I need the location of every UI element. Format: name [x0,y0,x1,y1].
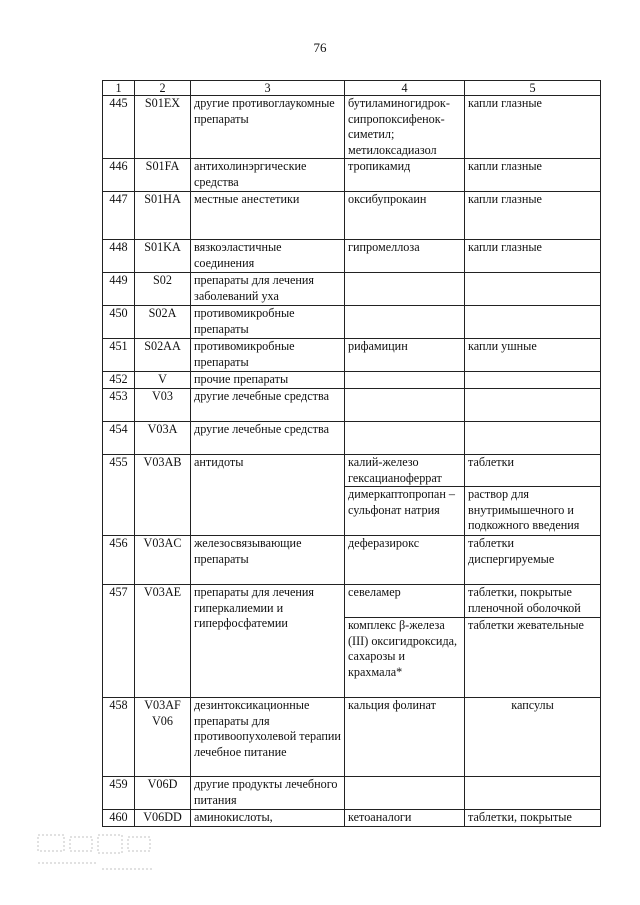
dosage-form: капли глазные [465,159,601,192]
dosage-form [465,389,601,422]
table-header-row [103,81,601,96]
dosage-form: таблетки диспергируемые [465,536,601,585]
drug-name: оксибупрокаин [345,192,465,240]
dosage-form: капли глазные [465,192,601,240]
dosage-form [465,422,601,455]
group-name: другие лечебные средства [191,422,345,455]
group-name: железосвязывающие препараты [191,536,345,585]
drug-name [345,306,465,339]
drug-name [345,273,465,306]
row-number: 457 [103,585,135,698]
drug-name: калий-железо гексацианоферрат [345,455,465,487]
dosage-form [465,273,601,306]
group-name: противомикробные препараты [191,339,345,372]
row-number: 446 [103,159,135,192]
table-row [103,698,601,777]
row-number: 460 [103,810,135,827]
dosage-form: капсулы [465,698,601,777]
row-number: 445 [103,96,135,159]
table-row [103,306,601,339]
table-row [103,389,601,422]
row-number: 452 [103,372,135,389]
page-number: 76 [313,40,327,55]
group-name: противомикробные препараты [191,306,345,339]
group-name: дезинтоксикационные препараты для противоопухолевой терапии лечебное питание [191,698,345,777]
dosage-form: таблетки, покрытые [465,810,601,827]
header-cell: 4 [345,81,465,96]
drug-name: бутиламиногидрок-сипропоксифенок-симетил; метилоксадиазол [345,96,465,159]
dosage-form [465,306,601,339]
group-name: аминокислоты, [191,810,345,827]
drug-name: гипромеллоза [345,240,465,273]
group-name: другие лечебные средства [191,389,345,422]
drug-name [345,777,465,810]
table-row [103,422,601,455]
row-number: 450 [103,306,135,339]
header-cell: 2 [135,81,191,96]
atc-code: V03A [135,422,191,455]
group-name: вязкоэластичные соединения [191,240,345,273]
table-row [103,777,601,810]
atc-code: S02AA [135,339,191,372]
drug-name: кетоаналоги [345,810,465,827]
dosage-form: таблетки, покрытые пленочной оболочкой [465,585,601,618]
drug-name: рифамицин [345,339,465,372]
atc-code: S01KA [135,240,191,273]
row-number: 449 [103,273,135,306]
row-number: 458 [103,698,135,777]
drug-name: деферазирокс [345,536,465,585]
table-row [103,96,601,159]
atc-code: V03AE [135,585,191,698]
atc-code: V06D [135,777,191,810]
header-cell: 3 [191,81,345,96]
group-name: препараты для лечения заболеваний уха [191,273,345,306]
drug-name: димеркаптопропан – сульфонат натрия [345,487,465,536]
drug-name: кальция фолинат [345,698,465,777]
atc-code: V03AB [135,455,191,536]
dosage-form: таблетки жевательные [465,618,601,698]
table-row [103,192,601,240]
row-number: 451 [103,339,135,372]
row-number: 453 [103,389,135,422]
atc-code: S01HA [135,192,191,240]
group-name: другие противоглаукомные препараты [191,96,345,159]
table-row [103,159,601,192]
dosage-form: таблетки [465,455,601,487]
table-row [103,339,601,372]
group-name: прочие препараты [191,372,345,389]
dosage-form [465,777,601,810]
drug-name [345,422,465,455]
atc-code: S01FA [135,159,191,192]
row-number: 455 [103,455,135,536]
row-number: 459 [103,777,135,810]
atc-code: S01EX [135,96,191,159]
dosage-form: капли ушные [465,339,601,372]
table-row [103,273,601,306]
row-number: 454 [103,422,135,455]
atc-code: V03 [135,389,191,422]
scan-artifact-stamp [36,833,154,877]
group-name: антидоты [191,455,345,536]
drug-name: севеламер [345,585,465,618]
group-name: другие продукты лечебного питания [191,777,345,810]
header-cell: 5 [465,81,601,96]
drug-name: комплекс β-железа (III) оксигидроксида, сахарозы и крахмала* [345,618,465,698]
atc-code: V [135,372,191,389]
table-row [103,585,601,618]
dosage-form [465,372,601,389]
row-number: 447 [103,192,135,240]
drug-table [102,80,601,827]
row-number: 456 [103,536,135,585]
drug-name [345,389,465,422]
atc-code: V06DD [135,810,191,827]
atc-code: S02A [135,306,191,339]
drug-name: тропикамид [345,159,465,192]
dosage-form: капли глазные [465,240,601,273]
group-name: препараты для лечения гиперкалиемии и гиперфосфатемии [191,585,345,698]
atc-code: V03AC [135,536,191,585]
drug-name [345,372,465,389]
dosage-form: раствор для внутримышечного и подкожного введения [465,487,601,536]
atc-code: S02 [135,273,191,306]
group-name: антихолинэргические средства [191,159,345,192]
table-row [103,240,601,273]
group-name: местные анестетики [191,192,345,240]
table-row [103,455,601,487]
table-row [103,810,601,827]
table-row [103,372,601,389]
table-row [103,536,601,585]
atc-code: V03AF V06 [135,698,191,777]
row-number: 448 [103,240,135,273]
header-cell: 1 [103,81,135,96]
dosage-form: капли глазные [465,96,601,159]
